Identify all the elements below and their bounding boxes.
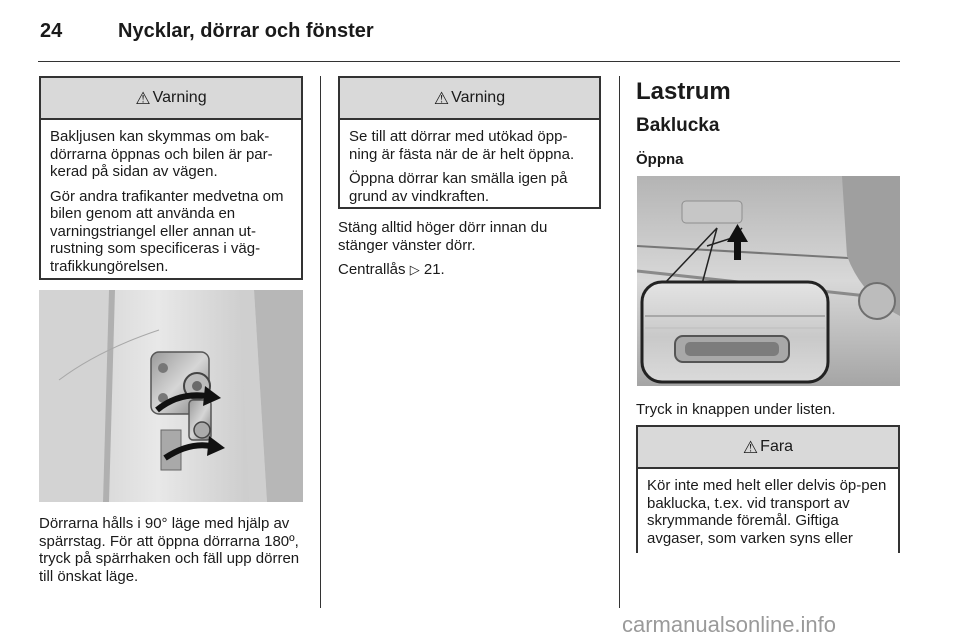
danger-paragraph: Kör inte med helt eller delvis öp-pen baklucka, t.ex. vid transport av skrymmande föremål. Giftiga avgaser, som varken syns eller: [647, 477, 887, 547]
column-divider-1: [320, 76, 321, 608]
danger-title: Fara: [760, 438, 794, 455]
section-title: Lastrum: [636, 78, 731, 105]
door-check-strap-illustration: [39, 290, 303, 502]
central-lock-label: Centrallås: [338, 261, 410, 278]
danger-box-header: [638, 427, 898, 469]
warning-box-body: [340, 120, 599, 205]
warning-box-body: [41, 120, 301, 275]
central-lock-reference: [338, 261, 600, 279]
central-lock-page: 21.: [419, 261, 445, 278]
hinge-caption: [39, 515, 305, 592]
header-rule: [38, 61, 900, 62]
door-order-text: [338, 219, 600, 286]
warning-paragraph: Se till att dörrar med utökad öpp-ning är fästa när de är helt öppna.: [349, 128, 575, 163]
tailgate-release-illustration: [637, 176, 900, 386]
warning-paragraph: Bakljusen kan skymmas om bak-dörrarna öppnas och bilen är par-kerad på sidan av vägen.: [50, 128, 273, 180]
page-number: 24: [40, 20, 63, 42]
danger-box-body: [638, 469, 898, 547]
hinge-caption-text: Dörrarna hålls i 90° läge med hjälp av spärrstag. För att öppna dörrarna 180º, tryck på spärrhaken och fäll upp dörren till önskat läge.: [39, 515, 300, 585]
warning-box-header: [340, 78, 599, 120]
warning-paragraph: Gör andra trafikanter medvetna om bilen genom att använda en varningstriangel eller annan ut-rustning som specificeras i väg-trafikkungörelsen.: [50, 187, 284, 275]
watermark: carmanualsonline.info: [622, 612, 837, 637]
warning-triangle-icon: ⚠: [742, 437, 759, 457]
subsection-title: Baklucka: [636, 115, 720, 136]
chapter-title: Nycklar, dörrar och fönster: [118, 20, 374, 42]
warning-box-header: [41, 78, 301, 120]
danger-box: [636, 425, 900, 553]
warning-triangle-icon: ⚠: [433, 88, 450, 108]
column-divider-2: [619, 76, 620, 608]
warning-title: Varning: [451, 89, 506, 106]
warning-box-2: [338, 76, 601, 209]
page-reference-arrow-icon: ▷: [409, 262, 420, 277]
warning-paragraph: Öppna dörrar kan smälla igen på grund av vindkraften.: [349, 170, 568, 205]
warning-title: Varning: [152, 89, 207, 106]
minor-title: Öppna: [636, 151, 684, 168]
tailgate-caption-text: Tryck in knappen under listen.: [636, 401, 836, 418]
door-order-paragraph: Stäng alltid höger dörr innan du stänger vänster dörr.: [338, 219, 548, 254]
warning-triangle-icon: ⚠: [135, 88, 151, 108]
warning-box-1: [39, 76, 303, 280]
tailgate-caption: [636, 401, 900, 426]
